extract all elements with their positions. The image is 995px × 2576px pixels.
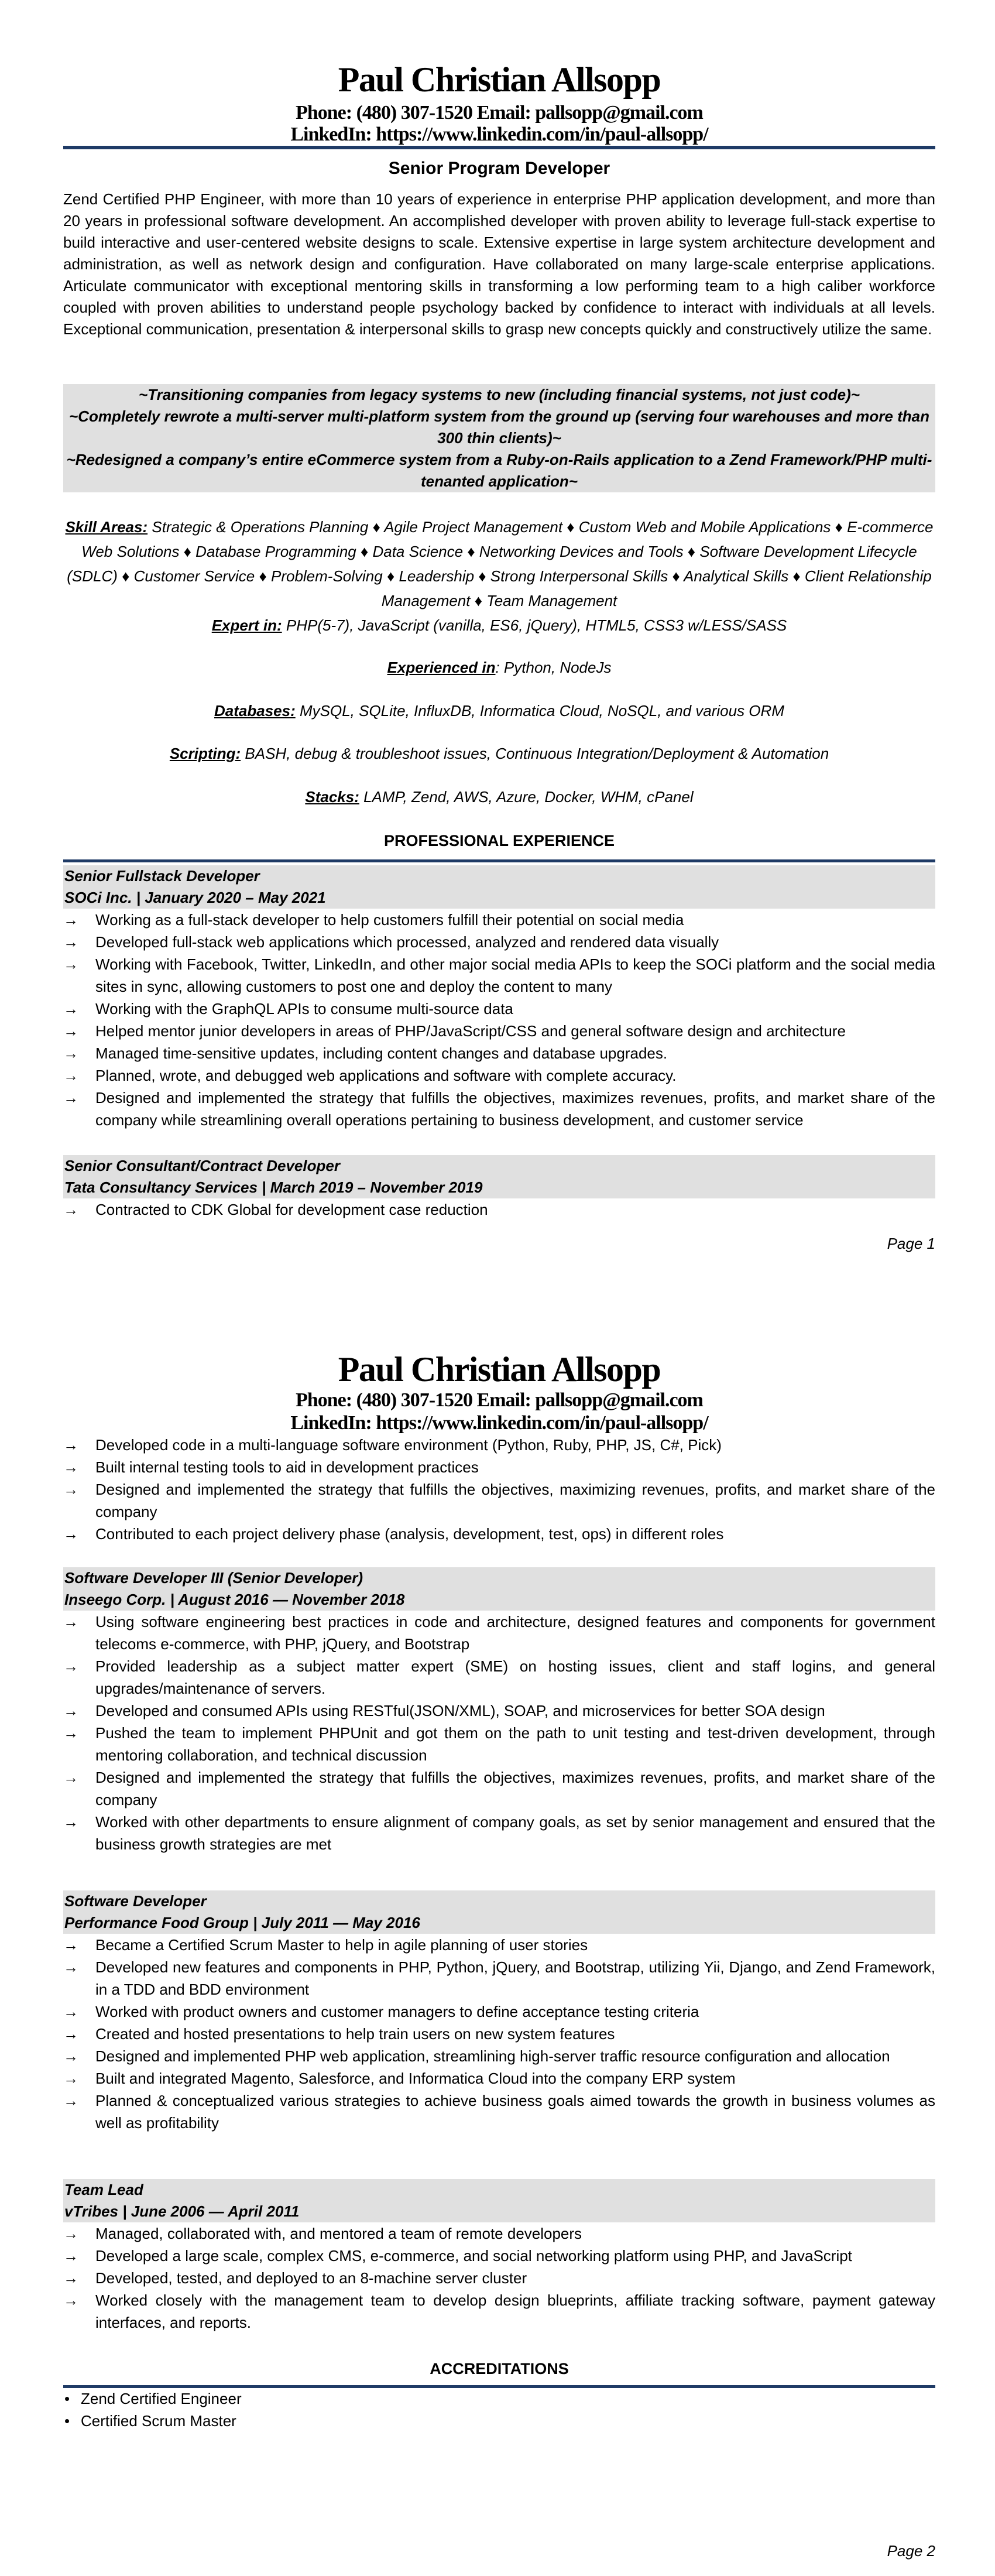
job-header	[63, 1890, 935, 1934]
arrow-right-icon: →	[63, 2047, 78, 2065]
linkedin-line: LinkedIn: https://www.linkedin.com/in/paul-allsopp/	[290, 1412, 708, 1434]
accreditations-list-wrap	[63, 2387, 935, 2432]
job-role: Software Developer	[64, 1892, 207, 1910]
arrow-right-icon: →	[63, 1936, 78, 1954]
scripting	[63, 741, 935, 766]
skill-areas	[63, 515, 935, 613]
job-bullet-text: Using software engineering best practices in code and architecture, designed features and components for government telecoms e-commerce, with PHP, jQuery, and Bootstrap	[95, 1613, 935, 1653]
highlight-item: ~Redesigned a company’s entire eCommerce system from a Ruby-on-Rails application to a Zend Framework/PHP multi-tenanted application~	[66, 451, 932, 490]
job-bullet-text: Worked with product owners and customer managers to define acceptance testing criteria	[95, 2003, 699, 2020]
job-bullet-text: Created and hosted presentations to help train users on new system features	[95, 2025, 615, 2043]
job-header	[63, 865, 935, 909]
arrow-right-icon: →	[63, 1022, 78, 1040]
job-role: Senior Fullstack Developer	[64, 867, 260, 885]
page-number: Page 2	[887, 2542, 935, 2560]
job-bullet	[63, 1478, 935, 1523]
job-bullet	[63, 2289, 935, 2334]
job-bullet	[63, 2245, 935, 2267]
expert-in	[63, 613, 935, 638]
job-bullets	[63, 1934, 935, 2134]
job-entry	[63, 1567, 935, 1855]
job-bullet	[63, 1655, 935, 1700]
databases	[63, 698, 935, 723]
job-company-dates: Inseego Corp. | August 2016 — November 2018	[64, 1591, 405, 1608]
job-company-dates: vTribes | June 2006 — April 2011	[64, 2202, 300, 2220]
arrow-right-icon: →	[63, 2269, 78, 2287]
contact-line: Phone: (480) 307-1520 Email: pallsopp@gmail.com	[296, 1389, 703, 1411]
linkedin-line: LinkedIn: https://www.linkedin.com/in/paul-allsopp/	[290, 124, 708, 145]
arrow-right-icon: →	[63, 1458, 78, 1476]
job-bullet-text: Managed time-sensitive updates, including content changes and database upgrades.	[95, 1044, 668, 1062]
job-bullet-text: Built internal testing tools to aid in development practices	[95, 1458, 479, 1476]
databases-text: MySQL, SQLite, InfluxDB, Informatica Cloud, NoSQL, and various ORM	[295, 702, 784, 720]
job-bullet-text: Developed new features and components in PHP, Python, jQuery, and Bootstrap, utilizing Yii, Django, and Zend Framework, in a TDD and BDD environment	[95, 1958, 935, 1998]
scripting-label: Scripting:	[169, 745, 241, 762]
job-bullet-text: Planned, wrote, and debugged web applications and software with complete accuracy.	[95, 1067, 677, 1084]
arrow-right-icon: →	[63, 1657, 78, 1675]
arrow-right-icon: →	[63, 1089, 78, 1107]
job-bullet	[63, 1700, 935, 1722]
job-bullet-text: Designed and implemented PHP web application, streamlining high-server traffic resource configuration and allocation	[95, 2047, 890, 2065]
highlight-item: ~Completely rewrote a multi-server multi-platform system from the ground up (serving four warehouses and more than 300 thin clients)~	[68, 407, 929, 447]
arrow-right-icon: →	[63, 1044, 78, 1062]
job-bullet	[63, 1934, 935, 1956]
arrow-right-icon: →	[63, 1436, 78, 1454]
expert-label: Expert in:	[211, 616, 282, 634]
job-bullet	[63, 1523, 935, 1545]
job-bullet	[63, 2089, 935, 2134]
job-bullets	[63, 2222, 935, 2334]
job-bullets	[63, 1434, 935, 1545]
skill-areas-label: Skill Areas:	[65, 518, 148, 536]
job-title-heading: Senior Program Developer	[388, 159, 610, 178]
experience-divider	[63, 859, 935, 862]
job-entry	[63, 1155, 935, 1221]
accreditation-text: Zend Certified Engineer	[81, 2390, 242, 2407]
job-bullet	[63, 2000, 935, 2023]
arrow-right-icon: →	[63, 1724, 78, 1742]
job-company-dates: Performance Food Group | July 2011 — May 2016	[64, 1914, 420, 1931]
experienced-label: Experienced in	[387, 659, 496, 676]
arrow-right-icon: →	[63, 1813, 78, 1831]
arrow-right-icon: →	[63, 955, 78, 973]
job-bullet	[63, 1087, 935, 1131]
arrow-right-icon: →	[63, 1958, 78, 1976]
job-bullet-text: Managed, collaborated with, and mentored a team of remote developers	[95, 2225, 582, 2242]
job-bullets	[63, 1611, 935, 1855]
experienced-in	[63, 655, 935, 680]
arrow-right-icon: →	[63, 2092, 78, 2109]
job-bullet-text: Developed and consumed APIs using RESTful(JSON/XML), SOAP, and microservices for better SOA design	[95, 1702, 825, 1719]
arrow-right-icon: →	[63, 1481, 78, 1498]
accreditation-item	[63, 2387, 935, 2410]
summary-paragraph: Zend Certified PHP Engineer, with more than 10 years of experience in enterprise PHP application development, and more than 20 years in professional software development. An accomplished developer with proven ability to leverage full-stack expertise to build interactive and user-centered website designs to scale. Extensive expertise in large system architecture development and administration, as well as network design and configuration. Have collaborated on many large-scale enterprise applications. Articulate communicator with exceptional mentoring skills in transforming a low performing team to a high caliber workforce coupled with proven abilities to understand people psychology backed by confidence to interact with individuals at all levels. Exceptional communication, presentation & interpersonal skills to grasp new concepts quickly and constructively utilize the same.	[63, 190, 935, 338]
expert-text: PHP(5-7), JavaScript (vanilla, ES6, jQuery), HTML5, CSS3 w/LESS/SASS	[282, 616, 787, 634]
job-bullet	[63, 1722, 935, 1766]
scripting-text: BASH, debug & troubleshoot issues, Continuous Integration/Deployment & Automation	[241, 745, 829, 762]
arrow-right-icon: →	[63, 1769, 78, 1786]
arrow-right-icon: →	[63, 1201, 78, 1218]
job-bullet	[63, 1042, 935, 1064]
accreditation-item	[63, 2410, 935, 2432]
job-role: Team Lead	[64, 2181, 143, 2198]
job-bullet-text: Helped mentor junior developers in areas of PHP/JavaScript/CSS and general software design and architecture	[95, 1022, 846, 1040]
job-bullet	[63, 1456, 935, 1478]
accreditation-text: Certified Scrum Master	[81, 2412, 236, 2430]
job-company-dates: Tata Consultancy Services | March 2019 – November 2019	[64, 1179, 483, 1196]
job-bullet	[63, 1811, 935, 1855]
arrow-right-icon: →	[63, 2291, 78, 2309]
job-bullet-text: Working with the GraphQL APIs to consume multi-source data	[95, 1000, 513, 1018]
job-company-dates: SOCi Inc. | January 2020 – May 2021	[64, 889, 326, 906]
job-bullet-text: Working with Facebook, Twitter, LinkedIn, and other major social media APIs to keep the SOCi platform and the social media sites in sync, allowing customers to post one and deploy the content to many	[95, 955, 935, 995]
accreditations-list	[63, 2387, 935, 2432]
arrow-right-icon: →	[63, 1702, 78, 1719]
job-bullet-text: Developed a large scale, complex CMS, e-commerce, and social networking platform using PHP, and JavaScript	[95, 2247, 852, 2265]
job-bullet	[63, 1064, 935, 1087]
job-bullet	[63, 1611, 935, 1655]
arrow-right-icon: →	[63, 1000, 78, 1018]
job-entry	[63, 2179, 935, 2334]
job-bullet	[63, 2045, 935, 2067]
job-bullet	[63, 953, 935, 998]
job-bullet	[63, 1020, 935, 1042]
job-bullet-text: Developed full-stack web applications which processed, analyzed and rendered data visually	[95, 933, 719, 951]
job-bullet	[63, 2067, 935, 2089]
arrow-right-icon: →	[63, 2070, 78, 2087]
job-bullet-text: Worked with other departments to ensure alignment of company goals, as set by senior management and ensured that the business growth strategies are met	[95, 1813, 935, 1853]
arrow-right-icon: →	[63, 2225, 78, 2242]
job-bullet	[63, 1956, 935, 2000]
job-bullet-text: Worked closely with the management team to develop design blueprints, affiliate tracking software, payment gateway interfaces, and reports.	[95, 2291, 935, 2331]
job-bullet-text: Contracted to CDK Global for development case reduction	[95, 1201, 488, 1218]
experienced-text: : Python, NodeJs	[495, 659, 612, 676]
arrow-right-icon: →	[63, 911, 78, 929]
job-bullet-text: Planned & conceptualized various strategies to achieve business goals aimed towards the growth in business volumes as well as profitability	[95, 2092, 935, 2132]
job-bullet-text: Became a Certified Scrum Master to help in agile planning of user stories	[95, 1936, 588, 1954]
job-entry-continued	[63, 1434, 935, 1545]
job-bullet-text: Working as a full-stack developer to help customers fulfill their potential on social media	[95, 911, 684, 929]
page-number: Page 1	[887, 1235, 935, 1252]
bullet-dot-icon: •	[64, 2390, 70, 2407]
experience-heading: PROFESSIONAL EXPERIENCE	[383, 832, 615, 849]
job-bullet-text: Built and integrated Magento, Salesforce, and Informatica Cloud into the company ERP system	[95, 2070, 736, 2087]
job-bullet	[63, 1766, 935, 1811]
job-header	[63, 1567, 935, 1611]
job-bullet-text: Designed and implemented the strategy that fulfills the objectives, maximizing revenues, profits, and market share of the company	[95, 1481, 935, 1520]
job-bullets	[63, 1198, 935, 1221]
job-header	[63, 1155, 935, 1198]
stacks	[63, 785, 935, 809]
job-bullet-text: Pushed the team to implement PHPUnit and got them on the path to unit testing and test-driven development, through mentoring collaboration, and technical discussion	[95, 1724, 935, 1764]
header-divider	[63, 146, 935, 149]
job-bullet	[63, 1434, 935, 1456]
job-bullet	[63, 2222, 935, 2245]
job-role: Senior Consultant/Contract Developer	[64, 1157, 340, 1174]
job-role: Software Developer III (Senior Developer)	[64, 1569, 363, 1587]
accreditations-heading: ACCREDITATIONS	[430, 2360, 569, 2378]
job-bullet	[63, 909, 935, 931]
arrow-right-icon: →	[63, 2003, 78, 2020]
arrow-right-icon: →	[63, 1067, 78, 1084]
arrow-right-icon: →	[63, 1525, 78, 1543]
job-bullet-text: Designed and implemented the strategy that fulfills the objectives, maximizes revenues, profits, and market share of the company	[95, 1769, 935, 1808]
arrow-right-icon: →	[63, 1613, 78, 1630]
arrow-right-icon: →	[63, 933, 78, 951]
candidate-name: Paul Christian Allsopp	[338, 1350, 661, 1389]
job-bullet	[63, 2267, 935, 2289]
job-bullet-text: Designed and implemented the strategy that fulfills the objectives, maximizes revenues, profits, and market share of the company while streamlining overall operations pertaining to business development, and customer service	[95, 1089, 935, 1129]
job-bullet-text: Developed code in a multi-language software environment (Python, Ruby, PHP, JS, C#, Pick)	[95, 1436, 722, 1454]
highlight-item: ~Transitioning companies from legacy systems to new (including financial systems, not just code)~	[139, 386, 860, 403]
highlights-box	[63, 384, 935, 492]
bullet-dot-icon: •	[64, 2412, 70, 2430]
job-entry	[63, 1890, 935, 2134]
job-bullet	[63, 1198, 935, 1221]
job-bullet-text: Contributed to each project delivery phase (analysis, development, test, ops) in different roles	[95, 1525, 724, 1543]
job-bullet	[63, 998, 935, 1020]
skill-areas-text: Strategic & Operations Planning ♦ Agile Project Management ♦ Custom Web and Mobile Applications ♦ E-commerce Web Solutions ♦ Database Programming ♦ Data Science ♦ Networking Devices and Tools ♦ Software Development Lifecycle (SDLC) ♦ Customer Service ♦ Problem-Solving ♦ Leadership ♦ Strong Interpersonal Skills ♦ Analytical Skills ♦ Client Relationship Management ♦ Team Management	[67, 518, 934, 609]
job-entry	[63, 865, 935, 1131]
stacks-label: Stacks:	[305, 788, 359, 806]
job-bullet-text: Developed, tested, and deployed to an 8-machine server cluster	[95, 2269, 527, 2287]
job-bullet	[63, 2023, 935, 2045]
job-bullets	[63, 909, 935, 1131]
job-bullet-text: Provided leadership as a subject matter expert (SME) on hosting issues, client and staff logins, and general upgrades/maintenance of servers.	[95, 1657, 935, 1697]
job-header	[63, 2179, 935, 2222]
skills-block	[63, 515, 935, 638]
arrow-right-icon: →	[63, 2247, 78, 2265]
job-bullet	[63, 931, 935, 953]
stacks-text: LAMP, Zend, AWS, Azure, Docker, WHM, cPanel	[359, 788, 694, 806]
arrow-right-icon: →	[63, 2025, 78, 2043]
candidate-name: Paul Christian Allsopp	[338, 60, 661, 99]
databases-label: Databases:	[214, 702, 296, 720]
contact-line: Phone: (480) 307-1520 Email: pallsopp@gmail.com	[296, 102, 703, 124]
